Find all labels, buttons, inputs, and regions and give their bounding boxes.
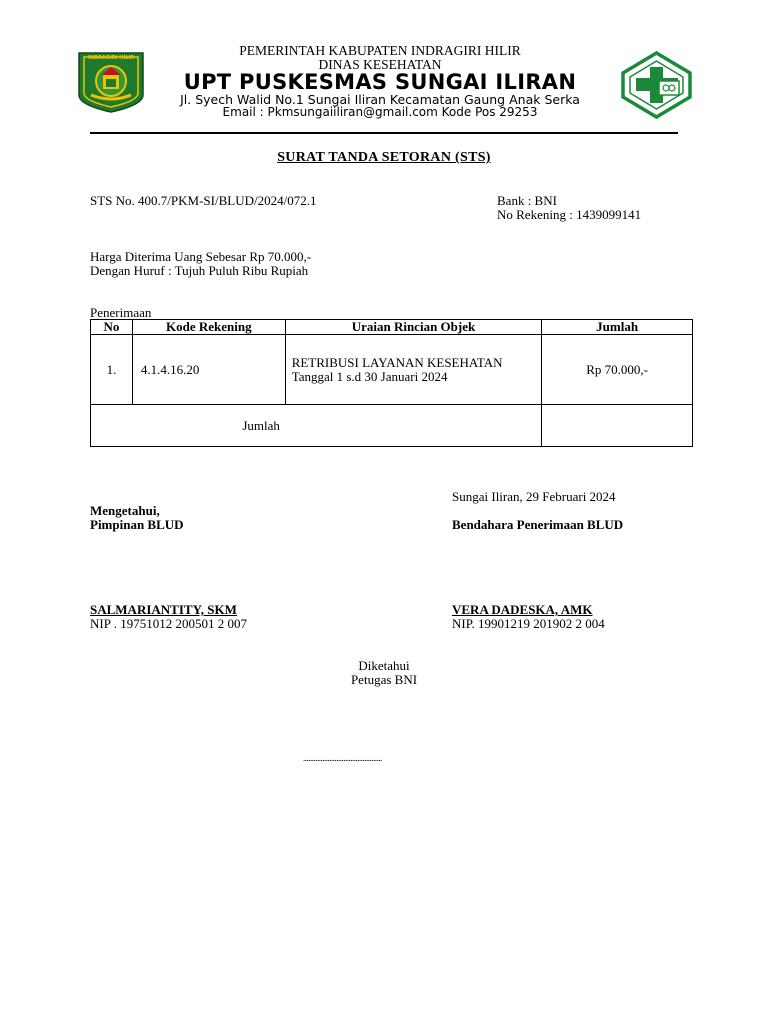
bni-signature-line: ............................................. <box>303 754 382 763</box>
column-header-no: No <box>91 320 133 335</box>
bni-label-2: Petugas BNI <box>350 672 418 687</box>
header-institution: UPT PUSKESMAS SUNGAI ILIRAN <box>183 70 577 94</box>
header-government: PEMERINTAH KABUPATEN INDRAGIRI HILIR <box>239 43 521 58</box>
bni-label-1: Diketahui <box>358 658 410 673</box>
receipt-table <box>90 319 693 447</box>
section-label: Penerimaan <box>90 305 152 320</box>
row-no: 1. <box>91 335 133 405</box>
left-intro: Mengetahui, <box>90 503 160 518</box>
sts-number: STS No. 400.7/PKM-SI/BLUD/2024/072.1 <box>90 193 317 208</box>
header-department: DINAS KESEHATAN <box>318 57 442 72</box>
right-signer-nip: NIP. 19901219 201902 2 004 <box>452 616 605 631</box>
column-header-uraian: Uraian Rincian Objek <box>285 320 542 335</box>
total-label: Jumlah <box>242 417 280 433</box>
place-date: Sungai Iliran, 29 Februari 2024 <box>452 489 616 504</box>
puskesmas-logo-icon <box>619 51 694 119</box>
table-row <box>91 335 693 405</box>
header-contact: Email : Pkmsungaiiliran@gmail.com Kode Pos 29253 <box>222 105 538 119</box>
row-kode-rekening: 4.1.4.16.20 <box>132 335 285 405</box>
total-row <box>91 405 693 447</box>
column-header-jumlah: Jumlah <box>542 320 693 335</box>
right-role: Bendahara Penerimaan BLUD <box>452 517 624 532</box>
row-uraian: RETRIBUSI LAYANAN KESEHATAN Tanggal 1 s.d 30 Januari 2024 <box>285 335 542 405</box>
emblem-text: INDRAGIRI HILIR <box>87 55 135 61</box>
amount-in-words: Dengan Huruf : Tujuh Puluh Ribu Rupiah <box>90 263 309 278</box>
document-title: SURAT TANDA SETORAN (STS) <box>277 150 491 165</box>
total-value <box>542 405 693 447</box>
amount-received: Harga Diterima Uang Sebesar Rp 70.000,- <box>90 249 312 264</box>
right-signer-name: VERA DADESKA, AMK <box>452 602 593 617</box>
header-rule <box>90 132 678 134</box>
table-header-row <box>91 320 693 335</box>
left-signer-name: SALMARIANTITY, SKM <box>90 602 237 617</box>
left-role: Pimpinan BLUD <box>90 517 184 532</box>
header-address: Jl. Syech Walid No.1 Sungai Iliran Kecamatan Gaung Anak Serka <box>180 92 580 107</box>
account-number: No Rekening : 1439099141 <box>497 207 642 222</box>
row-jumlah: Rp 70.000,- <box>542 335 693 405</box>
column-header-kode: Kode Rekening <box>132 320 285 335</box>
bank-name: Bank : BNI <box>497 193 557 208</box>
left-signer-nip: NIP . 19751012 200501 2 007 <box>90 616 247 631</box>
